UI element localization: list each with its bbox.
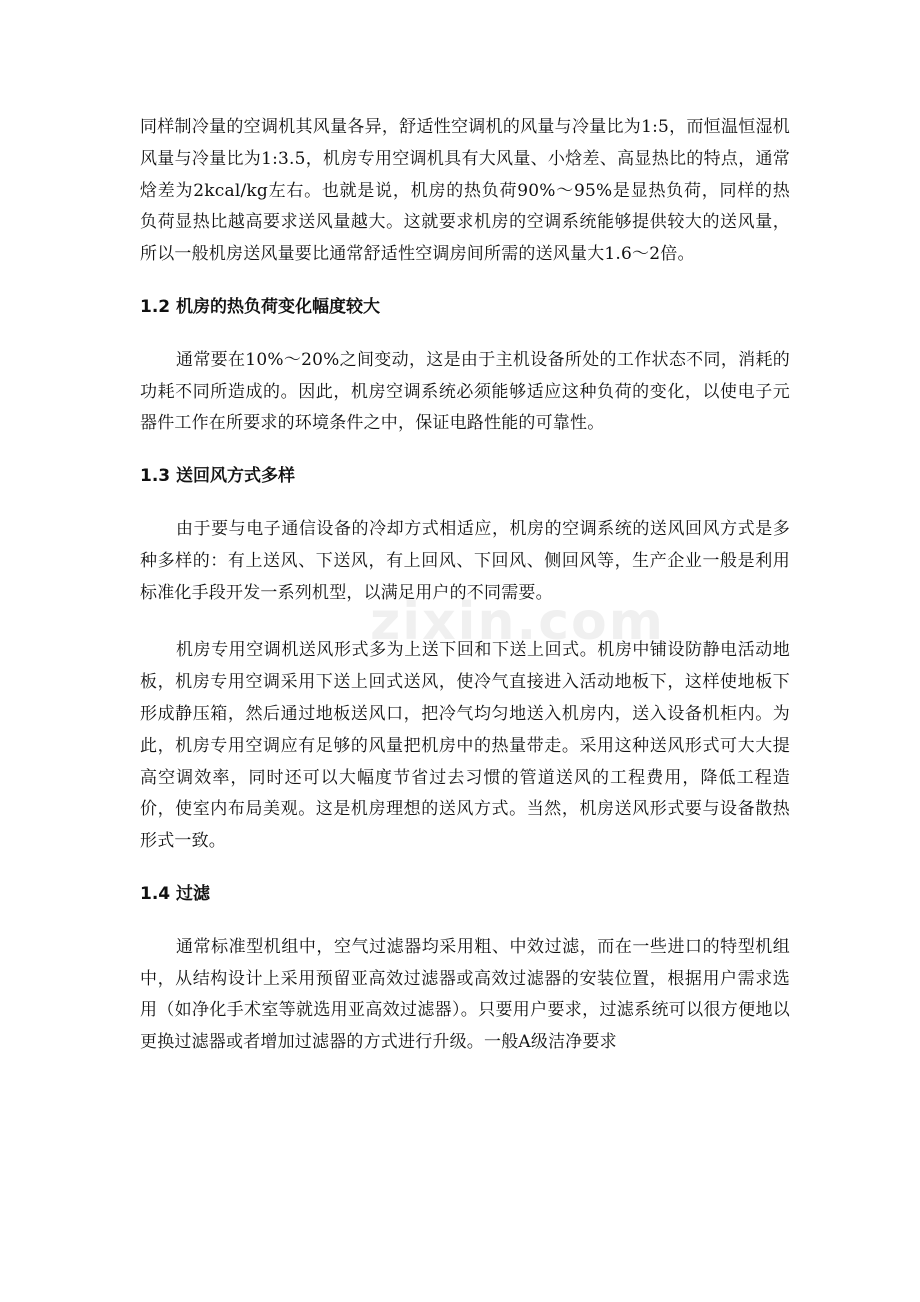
paragraph-filtration: 通常标准型机组中，空气过滤器均采用粗、中效过滤，而在一些进口的特型机组中，从结构设计上采用预留亚高效过滤器或高效过滤器的安装位置，根据用户需求选用（如净化手术室等就选用亚高效过滤器）。只要用户要求，过滤系统可以很方便地以更换过滤器或者增加过滤器的方式进行升级。一般A级洁净要求 <box>140 936 790 1053</box>
paragraph-heat-load-variation: 通常要在10%～20%之间变动，这是由于主机设备所处的工作状态不同，消耗的功耗不同所造成的。因此，机房空调系统必须能够适应这种负荷的变化，以使电子元器件工作在所要求的环境条件之中，保证电路性能的可靠性。 <box>140 349 790 434</box>
paragraph-supply-return-methods: 由于要与电子通信设备的冷却方式相适应，机房的空调系统的送风回风方式是多种多样的：有上送风、下送风，有上回风、下回风、侧回风等，生产企业一般是利用标准化手段开发一系列机型，以满足用户的不同需要。 <box>140 518 790 603</box>
section-heading-1-2: 1.2 机房的热负荷变化幅度较大 <box>140 296 381 317</box>
document-page <box>140 112 790 1059</box>
paragraph-airflow-ratio: 同样制冷量的空调机其风量各异，舒适性空调机的风量与冷量比为1:5，而恒温恒湿机风量与冷量比为1:3.5，机房专用空调机具有大风量、小焓差、高显热比的特点，通常焓差为2kcal/kg左右。也就是说，机房的热负荷90%～95%是显热负荷，同样的热负荷显热比越高要求送风量越大。这就要求机房的空调系统能够提供较大的送风量，所以一般机房送风量要比通常舒适性空调房间所需的送风量大1.6～2倍。 <box>140 117 790 265</box>
paragraph-supply-air-forms: 机房专用空调机送风形式多为上送下回和下送上回式。机房中铺设防静电活动地板，机房专用空调采用下送上回式送风，使冷气直接进入活动地板下，这样使地板下形成静压箱，然后通过地板送风口，把冷气均匀地送入机房内，送入设备机柜内。为此，机房专用空调应有足够的风量把机房中的热量带走。采用这种送风形式可大大提高空调效率，同时还可以大幅度节省过去习惯的管道送风的工程费用，降低工程造价，使室内布局美观。这是机房理想的送风方式。当然，机房送风形式要与设备散热形式一致。 <box>140 640 790 852</box>
section-heading-1-3: 1.3 送回风方式多样 <box>140 466 296 487</box>
section-heading-1-4: 1.4 过滤 <box>140 883 211 904</box>
watermark: zixin.com <box>370 592 665 652</box>
